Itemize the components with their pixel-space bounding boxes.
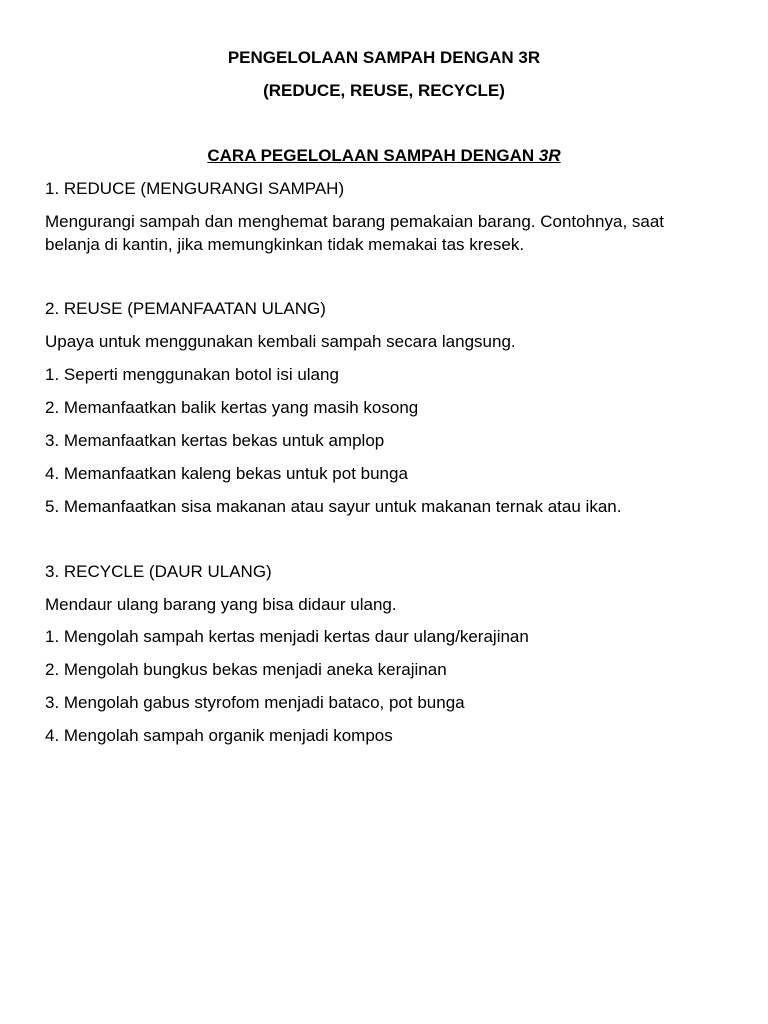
recycle-heading: 3. RECYCLE (DAUR ULANG) [45, 562, 272, 581]
reuse-intro: Upaya untuk menggunakan kembali sampah secara langsung. [45, 332, 516, 351]
document-subtitle: (REDUCE, REUSE, RECYCLE) [263, 81, 505, 100]
section-heading [0, 146, 768, 166]
recycle-intro: Mendaur ulang barang yang bisa didaur ulang. [45, 595, 397, 614]
reuse-item: 4. Memanfaatkan kaleng bekas untuk pot bunga [45, 464, 408, 483]
section-heading-text: CARA PEGELOLAAN SAMPAH DENGAN [207, 146, 539, 165]
reuse-item: 3. Memanfaatkan kertas bekas untuk amplop [45, 431, 385, 450]
recycle-item: 4. Mengolah sampah organik menjadi kompos [45, 726, 393, 745]
section-heading-italic: 3R [538, 146, 561, 165]
reduce-text-line2: belanja di kantin, jika memungkinkan tidak memakai tas kresek. [45, 235, 525, 254]
recycle-item: 3. Mengolah gabus styrofom menjadi bataco, pot bunga [45, 693, 465, 712]
recycle-item: 1. Mengolah sampah kertas menjadi kertas daur ulang/kerajinan [45, 627, 529, 646]
recycle-item: 2. Mengolah bungkus bekas menjadi aneka kerajinan [45, 660, 447, 679]
document-title: PENGELOLAAN SAMPAH DENGAN 3R [227, 48, 541, 67]
reduce-heading: 1. REDUCE (MENGURANGI SAMPAH) [45, 179, 345, 198]
reuse-item: 2. Memanfaatkan balik kertas yang masih kosong [45, 398, 419, 417]
reuse-heading: 2. REUSE (PEMANFAATAN ULANG) [45, 299, 326, 318]
reuse-item: 5. Memanfaatkan sisa makanan atau sayur untuk makanan ternak atau ikan. [45, 497, 622, 516]
reduce-text-line1: Mengurangi sampah dan menghemat barang pemakaian barang. Contohnya, saat [45, 212, 665, 231]
reuse-item: 1. Seperti menggunakan botol isi ulang [45, 365, 339, 384]
